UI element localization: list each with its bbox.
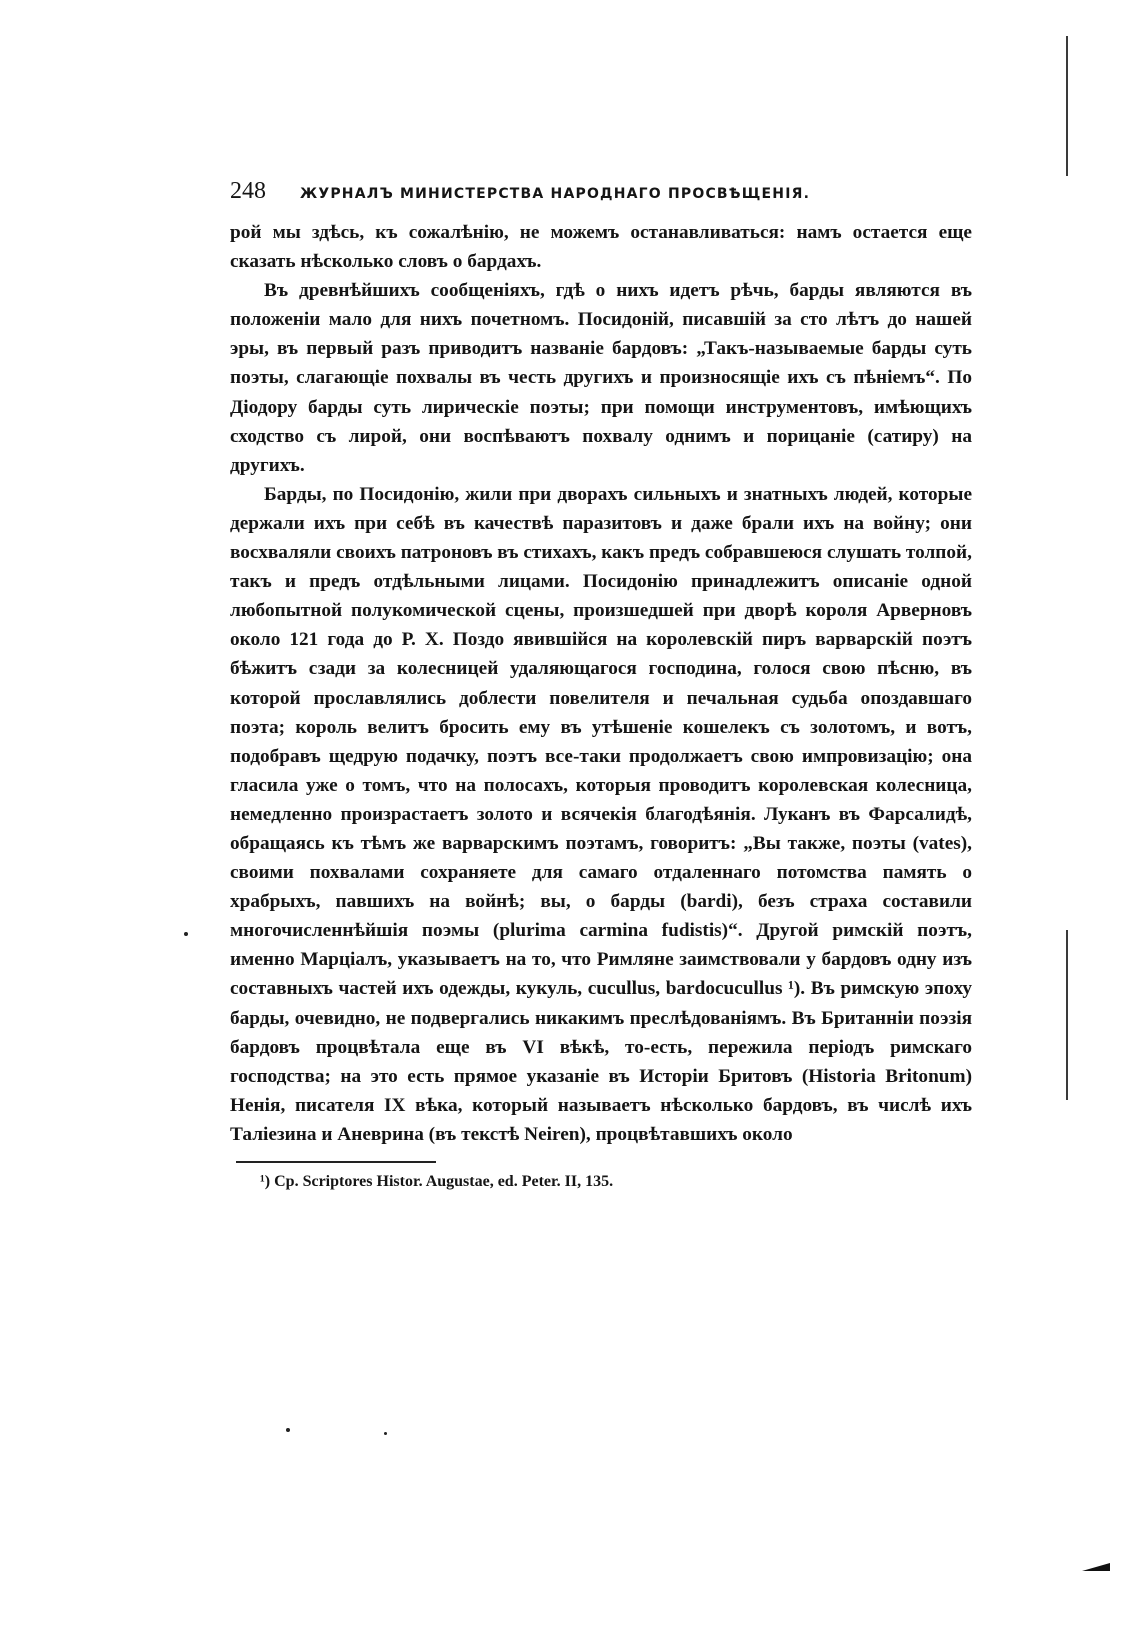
running-title: ЖУРНАЛЪ МИНИСТЕРСТВА НАРОДНАГО ПРОСВѢЩЕНІЯ. bbox=[300, 186, 811, 202]
body-text bbox=[230, 218, 972, 1149]
scan-speck bbox=[384, 1432, 387, 1435]
page-header bbox=[230, 178, 972, 208]
footnote-rule bbox=[236, 1161, 436, 1163]
scan-speck bbox=[184, 932, 188, 936]
scan-speck bbox=[286, 1428, 290, 1432]
paragraph-early-reports: Въ древнѣйшихъ сообщеніяхъ, гдѣ о нихъ идетъ рѣчь, барды являются въ положеніи мало для нихъ почетномъ. Посидоній, писавшій за сто лѣтъ до нашей эры, въ первый разъ приводитъ названіе бардовъ: „Такъ-называемые барды суть поэты, слагающіе похвалы въ честь другихъ и произносящіе ихъ съ пѣніемъ“. По Діодору барды суть лирическіе поэты; при помощи инструментовъ, имѣющихъ сходство съ лирой, они воспѣваютъ похвалу однимъ и порицаніе (сатиру) на другихъ. bbox=[230, 280, 972, 476]
page-corner-mark bbox=[1082, 1563, 1110, 1571]
scan-edge-line-bottom bbox=[1066, 930, 1068, 1100]
paragraph-continuation: рой мы здѣсь, къ сожалѣнію, не можемъ останавливаться: намъ остается еще сказать нѣсколько словъ о бардахъ. bbox=[230, 222, 972, 273]
paragraph-bards-at-courts: Барды, по Посидонію, жили при дворахъ сильныхъ и знатныхъ людей, которые держали ихъ при себѣ въ качествѣ паразитовъ и даже брали ихъ на войну; они восхваляли своихъ патроновъ въ стихахъ, какъ предъ собравшеюся слушать толпой, такъ и предъ отдѣльными лицами. Посидонію принадлежитъ описаніе одной любопытной полукомической сцены, произшедшей при дворѣ короля Арверновъ около 121 года до Р. Х. Поздо явившійся на королевскій пиръ варварскій поэтъ бѣжитъ сзади за колесницей удаляющагося господина, голося свою пѣсню, въ которой прославлялись доблести повелителя и печальная судьба опоздавшаго поэта; король велитъ бросить ему въ утѣшеніе кошелекъ съ золотомъ, и вотъ, подобравъ щедрую подачку, поэтъ все-таки продолжаетъ свою импровизацію; она гласила уже о томъ, что на полосахъ, которыя проводитъ королевская колесница, немедленно произрастаетъ золото и всячекія благодѣянія. Луканъ въ Фарсалидѣ, обращаясь къ тѣмъ же варварскимъ поэтамъ, говоритъ: „Вы также, поэты (vates), своими похвалами сохраняете для самаго отдаленнаго потомства память о храбрыхъ, павшихъ на войнѣ; вы, о барды (bardi), безъ страха составили многочисленнѣйшія поэмы (plurima carmina fudistis)“. Другой римскій поэтъ, именно Марціалъ, указываетъ на то, что Римляне заимствовали у бардовъ одну изъ составныхъ частей ихъ одежды, кукуль, cucullus, bardocucullus ¹). Въ римскую эпоху барды, очевидно, не подвергались никакимъ преслѣдованіямъ. Въ Британніи поэзія бардовъ процвѣтала еще въ VI вѣкѣ, то-есть, пережила періодъ римскаго господства; на это есть прямое указаніе въ Исторіи Бритовъ (Historia Britonum) Ненія, писателя IX вѣка, который называетъ нѣсколько бардовъ, въ числѣ ихъ Таліезина и Аневрина (въ текстѣ Neiren), процвѣтавшихъ около bbox=[230, 483, 972, 1145]
page-number: 248 bbox=[230, 178, 266, 204]
scan-edge-line-top bbox=[1066, 36, 1068, 176]
book-page bbox=[230, 178, 972, 1193]
footnote: ¹) Ср. Scriptores Histor. Augustae, ed. Peter. II, 135. bbox=[260, 1173, 614, 1190]
